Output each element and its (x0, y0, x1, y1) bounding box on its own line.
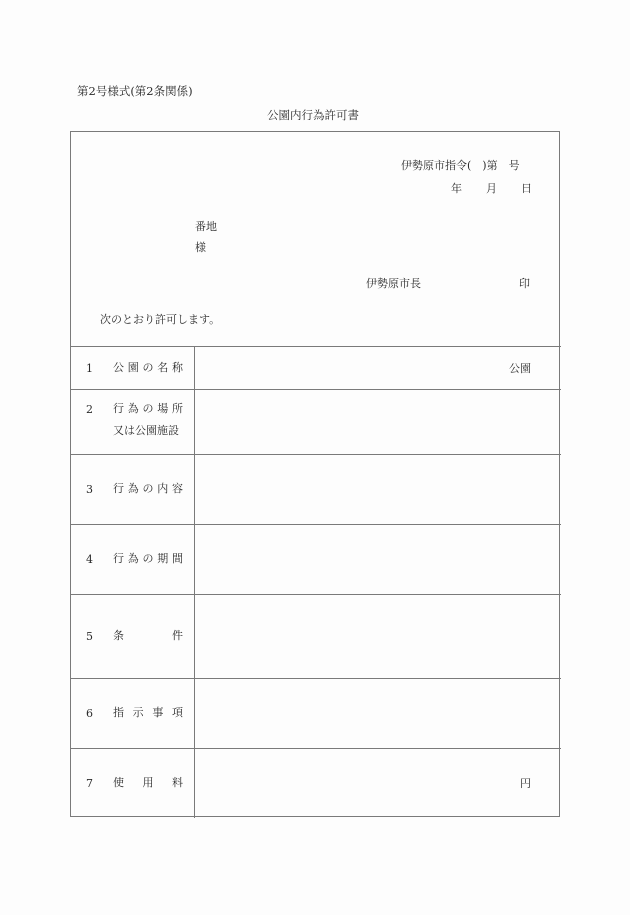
issuer-name: 伊勢原市長 (366, 277, 421, 290)
row-number: 1 (86, 361, 93, 375)
row-label-park-name (70, 347, 194, 389)
activity-location-field[interactable] (195, 389, 560, 454)
label-char: 示 (132, 706, 144, 719)
yen-unit: 円 (520, 777, 531, 790)
reference-number: 伊勢原市指令( )第 号 (401, 159, 520, 172)
label-char: 件 (172, 629, 183, 642)
conditions-field[interactable] (195, 594, 560, 678)
label-char: 称 (172, 361, 183, 374)
label-char: 為 (127, 482, 139, 495)
date-day: 日 (521, 182, 532, 195)
label-char: の (142, 552, 154, 565)
activity-period-field[interactable] (195, 524, 560, 594)
label-char: の (142, 361, 154, 374)
park-name-field[interactable] (195, 347, 560, 389)
row-label-activity-period (70, 524, 194, 594)
label-char: 用 (142, 776, 154, 789)
label-char: 公 (113, 361, 124, 374)
label-char: 間 (172, 552, 183, 565)
label-char: 料 (172, 776, 183, 789)
recipient-address-suffix: 番地 (195, 220, 217, 233)
row-label-conditions (70, 594, 194, 678)
row-label-instructions (70, 678, 194, 748)
label-char: 事 (152, 706, 164, 719)
label-char: 名 (157, 361, 169, 374)
label-char: 行 (113, 402, 124, 415)
row-number: 7 (86, 776, 93, 790)
label-char: 内 (157, 482, 169, 495)
label-line-2: 又は公園施設 (113, 424, 179, 437)
label-char: 容 (172, 482, 183, 495)
label-char: 場 (157, 402, 169, 415)
label-char: 指 (113, 706, 124, 719)
label-char: 使 (113, 776, 124, 789)
label-char: 項 (171, 706, 183, 719)
seal-mark: 印 (519, 277, 530, 290)
date-year: 年 (451, 182, 462, 195)
label-char: 所 (172, 402, 183, 415)
activity-content-field[interactable] (195, 454, 560, 524)
label-char: 行 (113, 552, 124, 565)
document-title: 公園内行為許可書 (267, 108, 359, 122)
permit-statement: 次のとおり許可します。 (100, 313, 221, 326)
row-label-activity-content (70, 454, 194, 524)
form-number-label: 第2号様式(第2条関係) (77, 84, 193, 98)
row-number: 5 (86, 629, 93, 643)
label-char: 為 (127, 402, 139, 415)
row-number: 2 (86, 403, 93, 416)
row-label-activity-location (70, 389, 194, 454)
label-char: 為 (127, 552, 139, 565)
label-char: の (142, 482, 154, 495)
usage-fee-field[interactable] (195, 748, 560, 818)
park-name-suffix: 公園 (509, 362, 531, 375)
row-number: 3 (86, 482, 93, 496)
label-char: 期 (157, 552, 169, 565)
label-char: の (142, 402, 154, 415)
label-char: 園 (127, 361, 139, 374)
instructions-field[interactable] (195, 678, 560, 748)
recipient-honorific: 様 (195, 241, 206, 254)
date-month: 月 (486, 182, 497, 195)
row-label-usage-fee (70, 748, 194, 818)
label-char: 条 (113, 629, 124, 642)
label-char: 行 (113, 482, 124, 495)
row-number: 4 (86, 552, 93, 566)
row-number: 6 (86, 706, 93, 720)
